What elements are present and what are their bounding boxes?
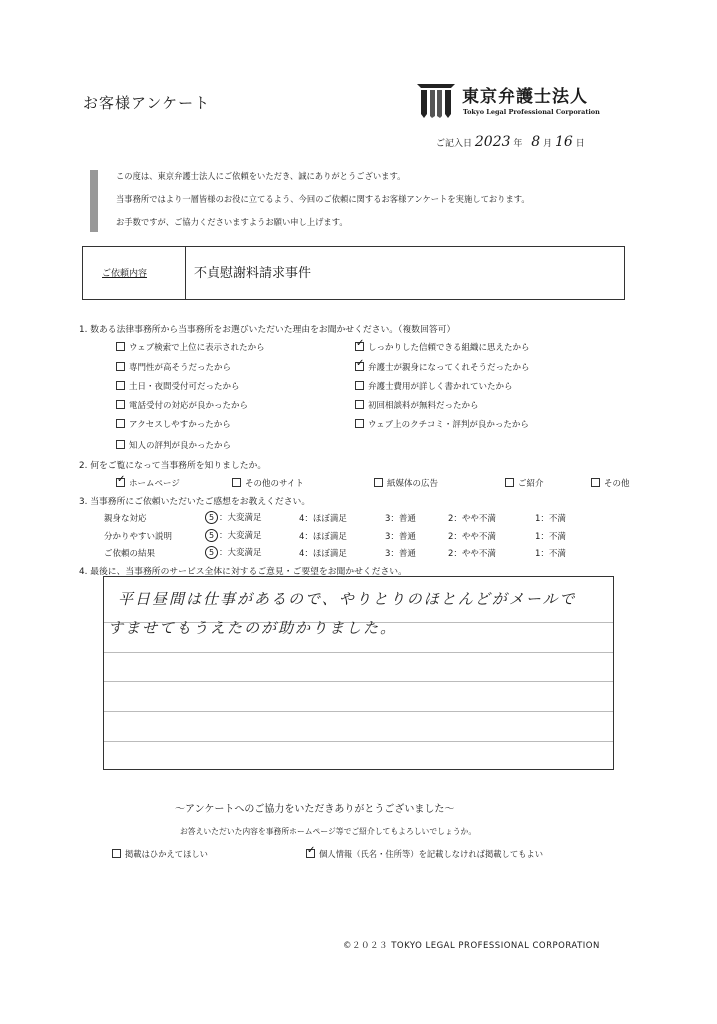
checkbox[interactable] <box>116 381 125 390</box>
rating-option-5-selected[interactable]: 5 ：大変満足 <box>205 529 262 542</box>
checkbox-checked[interactable] <box>116 478 125 487</box>
q2-option[interactable]: ✓ホームページ <box>116 477 180 489</box>
rating-option-2[interactable]: 2：やや不満 <box>448 549 496 559</box>
q1-option[interactable]: ウェブ検索で上位に表示されたから <box>116 341 265 353</box>
checkbox[interactable] <box>116 342 125 351</box>
checkbox-checked[interactable] <box>355 342 364 351</box>
date-year: 2023 <box>474 134 511 150</box>
copyright: ©２０２３ TOKYO LEGAL PROFESSIONAL CORPORATION <box>343 941 600 951</box>
thanks-message: ～アンケートへのご協力をいただきありがとうございました～ <box>175 804 455 815</box>
q1-option[interactable]: アクセスしやすかったから <box>116 418 231 430</box>
q1-option[interactable]: 知人の評判が良かったから <box>116 439 231 451</box>
consent-question: お答えいただいた内容を事務所ホームページ等でご紹介してもよろしいでしょうか。 <box>180 827 477 836</box>
checkbox-checked[interactable] <box>306 849 315 858</box>
intro-line-3: お手数ですが、ご協力くださいますようお願い申し上げます。 <box>116 217 348 227</box>
selected-circle-icon: 5 <box>205 511 218 524</box>
q1-option[interactable]: ウェブ上のクチコミ・評判が良かったから <box>355 418 529 430</box>
rating-option-3[interactable]: 3：普通 <box>385 549 416 559</box>
checkbox[interactable] <box>374 478 383 487</box>
q1-option[interactable]: ✓ しっかりした信頼できる組織に思えたから <box>355 341 530 353</box>
intro-accent-bar <box>90 170 98 232</box>
rating-option-5-selected[interactable]: 5 ：大変満足 <box>205 511 262 524</box>
date-month: 8 <box>531 134 541 150</box>
rating-option-2[interactable]: 2：やや不満 <box>448 532 496 542</box>
date-day-unit: 日 <box>575 139 585 149</box>
q1-option[interactable]: 専門性が高そうだったから <box>116 361 231 373</box>
q1-question: 1. 数ある法律事務所から当事務所をお選びいただいた理由をお聞かせください。（複数回答可） <box>79 325 456 335</box>
q1-option[interactable]: 初回相談料が無料だったから <box>355 399 479 411</box>
rating-option-3[interactable]: 3：普通 <box>385 514 416 524</box>
rating-label: ご依頼の結果 <box>104 549 156 559</box>
logo-inner-left-pillar <box>430 90 435 118</box>
consent-option-no[interactable]: 掲載はひかえてほしい <box>112 848 208 860</box>
comment-rule <box>104 652 613 653</box>
comment-rule <box>104 681 613 682</box>
q2-option[interactable]: ご紹介 <box>505 477 544 489</box>
comment-rule <box>104 741 613 742</box>
comment-rule <box>104 711 613 712</box>
logo-right-pillar <box>445 90 451 118</box>
checkbox[interactable] <box>116 419 125 428</box>
q2-option[interactable]: 紙媒体の広告 <box>374 477 438 489</box>
firm-name-english: Tokyo Legal Professional Corporation <box>463 108 600 116</box>
intro-line-2: 当事務所ではより一層皆様のお役に立てるよう、今回のご依頼に関するお客様アンケートを実施しております。 <box>116 194 530 204</box>
firm-name: 東京弁護士法人 <box>462 87 588 107</box>
q2-question: 2. 何をご覧になって当事務所を知りましたか。 <box>79 461 267 471</box>
q3-question: 3. 当事務所にご依頼いただいたご感想をお教えください。 <box>79 497 311 507</box>
rating-label: 分かりやすい説明 <box>104 532 173 542</box>
q1-option[interactable]: 弁護士費用が詳しく書かれていたから <box>355 380 513 392</box>
rating-option-4[interactable]: 4：ほぼ満足 <box>299 514 347 524</box>
entry-date <box>436 134 585 150</box>
rating-label: 親身な対応 <box>104 514 147 524</box>
checkbox[interactable] <box>355 381 364 390</box>
date-prefix: ご記入日 <box>436 139 473 149</box>
request-box-divider <box>185 246 186 300</box>
checkbox[interactable] <box>116 362 125 371</box>
date-day: 16 <box>554 134 573 150</box>
checkbox[interactable] <box>505 478 514 487</box>
request-value: 不貞慰謝料請求事件 <box>194 266 312 281</box>
rating-option-1[interactable]: 1：不満 <box>535 549 566 559</box>
logo-left-pillar <box>421 90 427 118</box>
checkbox[interactable] <box>355 419 364 428</box>
selected-circle-icon: 5 <box>205 529 218 542</box>
checkbox[interactable] <box>232 478 241 487</box>
selected-circle-icon: 5 <box>205 546 218 559</box>
page-title: お客様アンケート <box>83 94 211 112</box>
firm-logo <box>415 80 457 120</box>
rating-option-1[interactable]: 1：不満 <box>535 532 566 542</box>
rating-option-1[interactable]: 1：不満 <box>535 514 566 524</box>
checkbox[interactable] <box>116 400 125 409</box>
logo-inner-right-pillar <box>437 90 442 118</box>
handwritten-answer-line-2: すませてもうえたのが助かりました。 <box>108 619 398 637</box>
request-label: ご依頼内容 <box>102 269 148 279</box>
rating-option-4[interactable]: 4：ほぼ満足 <box>299 532 347 542</box>
handwritten-answer-line-1: 平日昼間は仕事があるので、やりとりのほとんどがメールで <box>118 590 577 608</box>
checkbox-checked[interactable] <box>355 362 364 371</box>
intro-line-1: この度は、東京弁護士法人にご依頼をいただき、誠にありがとうございます。 <box>116 171 406 181</box>
consent-option-yes[interactable]: ✓ 個人情報（氏名・住所等）を記載しなければ掲載してもよい <box>306 848 543 860</box>
q2-option[interactable]: その他 <box>591 477 630 489</box>
rating-option-5-selected[interactable]: 5 ：大変満足 <box>205 546 262 559</box>
checkbox[interactable] <box>116 440 125 449</box>
rating-option-3[interactable]: 3：普通 <box>385 532 416 542</box>
checkbox[interactable] <box>112 849 121 858</box>
logo-top-bar <box>417 84 455 88</box>
rating-option-2[interactable]: 2：やや不満 <box>448 514 496 524</box>
checkbox[interactable] <box>355 400 364 409</box>
rating-option-4[interactable]: 4：ほぼ満足 <box>299 549 347 559</box>
date-month-unit: 月 <box>543 139 553 149</box>
q1-option[interactable]: 電話受付の対応が良かったから <box>116 399 248 411</box>
q2-option[interactable]: その他のサイト <box>232 477 304 489</box>
q4-question: 4. 最後に、当事務所のサービス全体に対するご意見・ご要望をお聞かせください。 <box>79 567 407 577</box>
date-year-unit: 年 <box>513 139 523 149</box>
checkbox[interactable] <box>591 478 600 487</box>
request-box <box>82 246 625 300</box>
q1-option[interactable]: 土日・夜間受付可だったから <box>116 380 240 392</box>
q1-option[interactable]: ✓ 弁護士が親身になってくれそうだったから <box>355 361 530 373</box>
